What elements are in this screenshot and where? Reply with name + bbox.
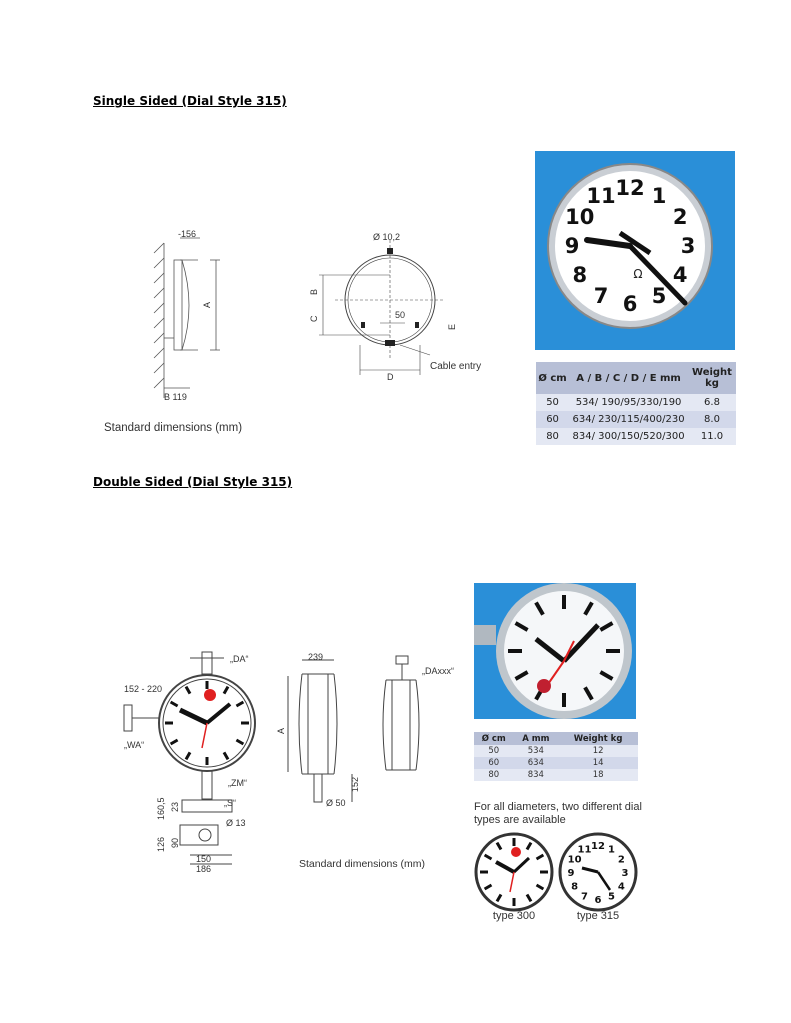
dial-tick xyxy=(171,702,178,706)
table-row: 60 634/ 230/115/400/230 8.0 xyxy=(536,411,736,428)
v152-label: 152 xyxy=(350,776,360,792)
dim-156-label: -156 xyxy=(178,229,197,239)
table-row: 80 834 18 xyxy=(474,769,638,781)
col-weight: Weight kg xyxy=(558,732,638,745)
col-dimensions: A / B / C / D / E mm xyxy=(569,362,688,394)
dial-number: 7 xyxy=(581,891,588,903)
dim-b119-label: B 119 xyxy=(164,392,187,402)
v126-label: 126 xyxy=(156,836,166,852)
dial-number: 5 xyxy=(651,284,667,309)
dial-number: 6 xyxy=(622,292,638,316)
diameter-label: Ø 10,2 xyxy=(373,232,401,242)
section2-caption: Standard dimensions (mm) xyxy=(299,858,426,870)
double-side2-drawing xyxy=(378,652,468,782)
dial-number: 11 xyxy=(586,183,616,208)
dial-tick xyxy=(186,752,190,759)
dial-number: 11 xyxy=(577,844,592,856)
dial-type-300 xyxy=(474,832,554,912)
dial-number: 9 xyxy=(564,234,580,258)
col-diameter: Ø cm xyxy=(474,732,514,745)
clock-photo-single xyxy=(535,151,735,350)
dial-number: 3 xyxy=(680,234,696,258)
col-a: A mm xyxy=(514,732,559,745)
v186-label: 186 xyxy=(196,864,212,874)
dial-number: 5 xyxy=(608,891,615,903)
col-weight: Weight kg xyxy=(688,362,736,394)
dim-b-label: B xyxy=(309,288,319,295)
v23-label: 23 xyxy=(170,801,180,812)
dial-tick xyxy=(224,752,228,759)
clock-dial-300 xyxy=(474,583,636,719)
dial-number: 10 xyxy=(565,205,595,229)
front-view-drawing xyxy=(305,230,485,380)
dial-number: 12 xyxy=(591,841,605,852)
cable-entry-label: Cable entry xyxy=(430,361,482,372)
dial-number: 12 xyxy=(615,176,645,200)
dim-50-label: 50 xyxy=(395,310,406,320)
clock-photo-double xyxy=(474,583,636,719)
dial-number: 1 xyxy=(608,844,615,856)
daxxx-label: „DAxxx“ xyxy=(422,666,454,676)
spec-table-single xyxy=(536,362,736,445)
dial-number: 2 xyxy=(617,854,625,866)
range-label: 152 - 220 xyxy=(124,684,163,694)
dial-number: 8 xyxy=(572,263,588,287)
dim-d-label: D xyxy=(387,372,394,382)
section1-heading: Single Sided (Dial Style 315) xyxy=(93,94,287,108)
v150-label: 150 xyxy=(196,854,212,864)
dim-e-label: E xyxy=(447,323,457,330)
w239-label: 239 xyxy=(308,652,324,662)
dial-number: 2 xyxy=(672,205,688,229)
table-row: 60 634 14 xyxy=(474,757,638,769)
da-label: „DA“ xyxy=(230,654,249,664)
section1-caption: Standard dimensions (mm) xyxy=(104,422,243,434)
dial-tick xyxy=(236,702,243,706)
dial-tick xyxy=(171,740,178,744)
s-label: „S“ xyxy=(224,798,236,808)
dial-number: 4 xyxy=(617,881,625,893)
dial-types-note: For all diameters, two different dial types are available xyxy=(474,801,642,826)
dial-number: 8 xyxy=(571,881,579,893)
table-row: 80 834/ 300/150/520/300 11.0 xyxy=(536,428,736,445)
dial-number: 10 xyxy=(567,854,582,866)
section2-heading: Double Sided (Dial Style 315) xyxy=(93,475,293,489)
svg-text:Ω: Ω xyxy=(633,267,643,281)
table-row: 50 534 12 xyxy=(474,745,638,757)
dim-a-label: A xyxy=(202,301,212,308)
dial-number: 4 xyxy=(672,263,688,287)
table-row: 50 534/ 190/95/330/190 6.8 xyxy=(536,394,736,411)
d13-label: Ø 13 xyxy=(226,818,246,828)
d50-label: Ø 50 xyxy=(326,798,346,808)
a-label: A xyxy=(276,727,286,734)
dial-number: 3 xyxy=(621,868,629,879)
side-view-drawing xyxy=(150,228,220,408)
dial-number: 1 xyxy=(651,183,667,208)
double-front-drawing xyxy=(120,650,270,880)
dial-number: 7 xyxy=(593,284,609,309)
dial-tick xyxy=(236,740,243,744)
dial-number: 9 xyxy=(567,868,575,879)
spec-table-double xyxy=(474,732,638,781)
dial-tick xyxy=(224,687,228,694)
wa-label: „WA“ xyxy=(124,740,145,750)
v160-label: 160,5 xyxy=(156,797,166,820)
dial-number: 6 xyxy=(594,895,602,906)
dial-type-315 xyxy=(558,832,638,912)
v90-label: 90 xyxy=(170,837,180,848)
double-side-drawing xyxy=(278,652,368,812)
dim-c-label: C xyxy=(309,315,319,322)
dial-tick xyxy=(186,687,190,694)
clock-dial-315 xyxy=(535,151,735,350)
type-300-label: type 300 xyxy=(492,910,536,922)
zm-label: „ZM“ xyxy=(228,778,247,788)
type-315-label: type 315 xyxy=(576,910,620,922)
col-diameter: Ø cm xyxy=(536,362,569,394)
